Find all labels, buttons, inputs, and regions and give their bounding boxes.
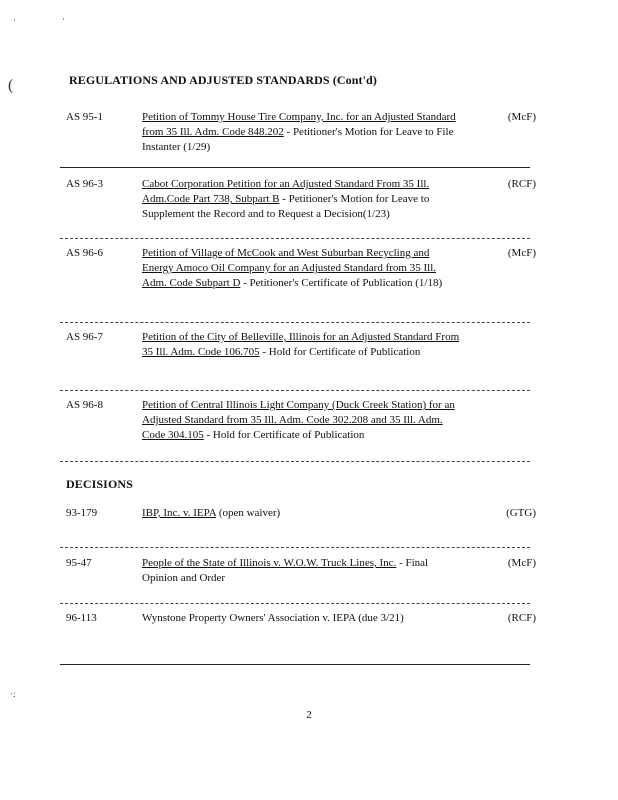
entry-divider [60,461,530,462]
case-action: - Hold for Certificate of Publication [259,346,421,358]
case-action: - Petitioner's Motion for Leave to File Instanter (1/29) [142,126,454,153]
docket-number: 95-47 [66,557,92,569]
assigned-initials: (GTG) [506,507,536,519]
case-title: People of the State of Illinois v. W.O.W. Truck Lines, Inc. [142,557,397,569]
docket-number: AS 96-6 [66,247,103,259]
docket-description [142,246,462,291]
docket-number: 93-179 [66,507,98,519]
docket-entry [66,246,536,306]
case-title: Cabot Corporation Petition for an Adjusted Standard From 35 Ill. Adm.Code Part 738, Subpart B [142,178,430,205]
entry-divider [60,238,530,239]
case-title: Petition of Central Illinois Light Company (Duck Creek Station) for an Adjusted Standard from 35 Ill. Adm. Code 302.208 and 35 Ill. Adm. Code 304.105 [142,399,455,441]
docket-entry [66,177,536,222]
case-action: - Final Opinion and Order [142,557,429,584]
assigned-initials: (McF) [507,247,536,259]
scan-speck: ( [8,77,14,94]
entry-divider [60,603,530,604]
case-action: - Petitioner's Motion for Leave to Supplement the Record and to Request a Decision(1/23) [142,193,430,220]
docket-description [142,556,462,586]
docket-description [142,110,462,155]
entry-divider [60,390,530,391]
scan-speck: ·: [10,689,16,699]
case-title: Petition of the City of Belleville, Illinois for an Adjusted Standard From 35 Ill. Adm. Code 106.705 [142,331,460,358]
docket-entry [66,398,536,443]
decision-entry [66,611,536,631]
docket-number: 96-113 [66,612,97,624]
docket-description [142,506,462,521]
docket-entry [66,330,536,375]
docket-number: AS 96-8 [66,399,103,411]
case-title: Petition of Tommy House Tire Company, Inc. for an Adjusted Standard from 35 Ill. Adm. Code 848.202 [142,111,456,138]
assigned-initials: (McF) [507,557,536,569]
docket-description [142,398,462,443]
docket-number: AS 96-3 [66,178,103,190]
entry-divider [60,167,530,168]
docket-number: AS 95-1 [66,111,103,123]
assigned-initials: (McF) [507,111,536,123]
case-action: Wynstone Property Owners' Association v. IEPA (due 3/21) [142,612,404,624]
docket-description [142,330,462,360]
case-action: - Hold for Certificate of Publication [203,429,365,441]
case-title: Petition of Village of McCook and West Suburban Recycling and Energy Amoco Oil Company for an Adjusted Standard from 35 Ill. Adm. Code Subpart D [142,247,437,289]
entry-divider [60,322,530,323]
docket-entry [66,110,536,155]
section-heading-decisions: DECISIONS [66,477,133,491]
entry-divider [60,547,530,548]
case-action: (open waiver) [216,507,281,519]
docket-number: AS 96-7 [66,331,103,343]
assigned-initials: (RCF) [507,612,536,624]
case-action: - Petitioner's Certificate of Publication (1/18) [240,277,443,289]
scan-speck: · [13,15,16,25]
entry-divider [60,664,530,665]
assigned-initials: (RCF) [507,178,536,190]
section-heading-regulations: REGULATIONS AND ADJUSTED STANDARDS (Cont'd) [69,73,377,87]
decision-entry [66,556,536,588]
case-title: IBP, Inc. v. IEPA [142,507,217,519]
scan-speck: · [62,14,65,24]
decision-entry [66,506,536,526]
page-number: 2 [306,709,312,721]
docket-description [142,611,482,626]
docket-description [142,177,462,222]
